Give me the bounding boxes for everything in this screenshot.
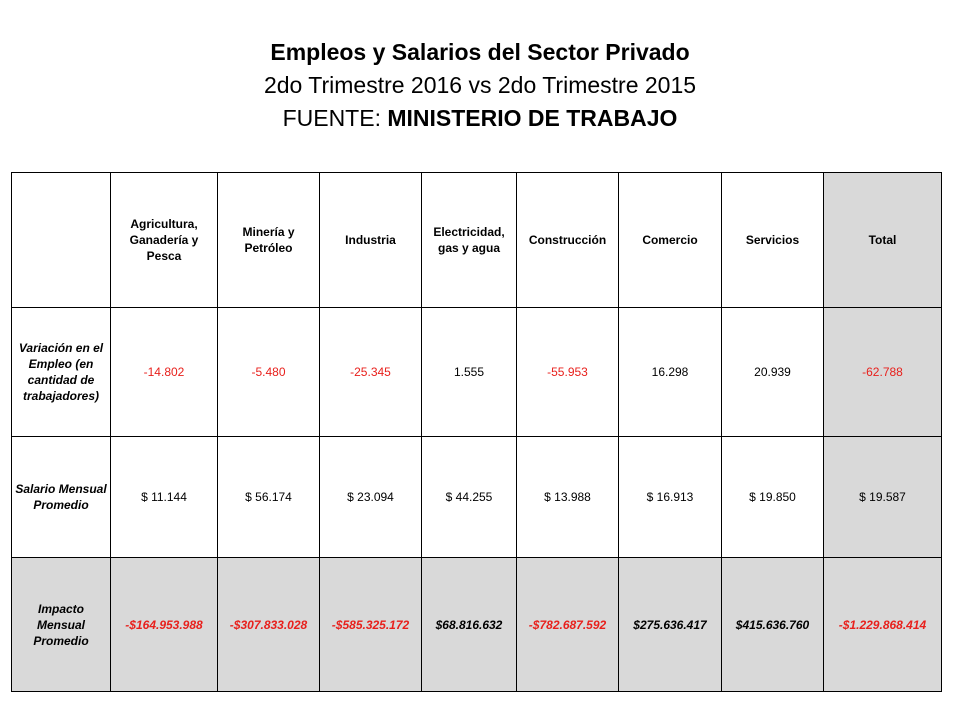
cell-value: -$782.687.592 [517,558,619,692]
row-label: Salario Mensual Promedio [12,437,111,558]
cell-value: -$307.833.028 [218,558,320,692]
cell-value: -5.480 [218,308,320,437]
header-row [12,173,942,308]
title-source [0,102,960,135]
cell-total: -$1.229.868.414 [824,558,942,692]
cell-value: $415.636.760 [722,558,824,692]
cell-value: 1.555 [422,308,517,437]
cell-value: $ 23.094 [320,437,422,558]
cell-value: $ 19.850 [722,437,824,558]
row-impacto-mensual [12,558,942,692]
header-construccion: Construcción [517,173,619,308]
cell-total: $ 19.587 [824,437,942,558]
header-servicios: Servicios [722,173,824,308]
cell-value: $68.816.632 [422,558,517,692]
cell-value: -55.953 [517,308,619,437]
cell-value: $ 11.144 [111,437,218,558]
source-value: MINISTERIO DE TRABAJO [387,105,678,131]
cell-value: $ 16.913 [619,437,722,558]
cell-value: -25.345 [320,308,422,437]
cell-value: -$585.325.172 [320,558,422,692]
corner-cell [12,173,111,308]
cell-value: 16.298 [619,308,722,437]
row-salario-mensual [12,437,942,558]
row-variacion-empleo [12,308,942,437]
cell-total: -62.788 [824,308,942,437]
cell-value: -$164.953.988 [111,558,218,692]
cell-value: $ 44.255 [422,437,517,558]
cell-value: $275.636.417 [619,558,722,692]
cell-value: $ 13.988 [517,437,619,558]
title-main: Empleos y Salarios del Sector Privado [270,39,690,65]
cell-value: $ 56.174 [218,437,320,558]
title-subtitle: 2do Trimestre 2016 vs 2do Trimestre 2015 [263,72,697,98]
header-comercio: Comercio [619,173,722,308]
header-electricidad: Electricidad, gas y agua [422,173,517,308]
cell-value: -14.802 [111,308,218,437]
header-mineria: Minería y Petróleo [218,173,320,308]
cell-value: 20.939 [722,308,824,437]
slide-title [0,36,960,135]
data-table [11,172,942,692]
row-label: Variación en el Empleo (en cantidad de trabajadores) [12,308,111,437]
row-label: Impacto Mensual Promedio [12,558,111,692]
header-industria: Industria [320,173,422,308]
source-prefix: FUENTE: [282,105,388,131]
header-agricultura: Agricultura, Ganadería y Pesca [111,173,218,308]
header-total: Total [824,173,942,308]
